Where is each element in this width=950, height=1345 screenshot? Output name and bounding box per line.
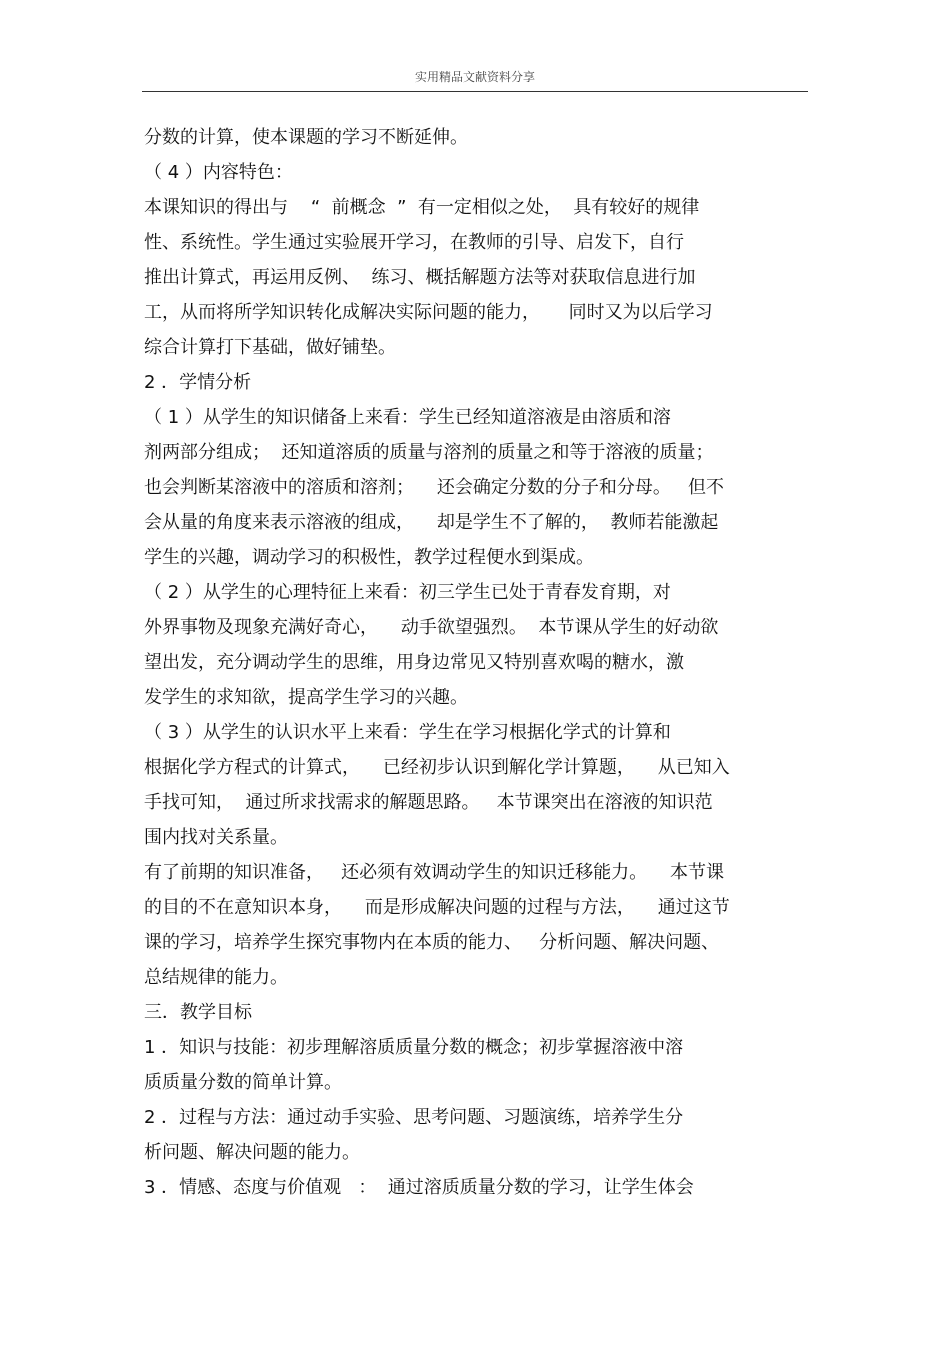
text-line: 综合计算打下基础，做好铺垫。 (144, 337, 396, 358)
text-line: 析问题、解决问题的能力。 (144, 1142, 360, 1163)
text-line: 围内找对关系量。 (144, 827, 288, 848)
text-line: 望出发，充分调动学生的思维，用身边常见又特别喜欢喝的糖水，激 (144, 652, 684, 673)
text-line: 学生的兴趣，调动学习的积极性，教学过程便水到渠成。 (144, 547, 594, 568)
text-line: 3 ．情感、态度与价值观 ： 通过溶质质量分数的学习，让学生体会 (144, 1177, 694, 1198)
text-line: 外界事物及现象充满好奇心， 动手欲望强烈。 本节课从学生的好动欲 (144, 617, 719, 638)
text-line: 推出计算式，再运用反例、 练习、概括解题方法等对获取信息进行加 (144, 267, 696, 288)
text-line: 工，从而将所学知识转化成解决实际问题的能力， 同时又为以后学习 (144, 302, 713, 323)
text-line: （ 4 ）内容特色： (144, 162, 293, 183)
text-line: 质质量分数的简单计算。 (144, 1072, 342, 1093)
text-line: 手找可知， 通过所求找需求的解题思路。 本节课突出在溶液的知识范 (144, 792, 713, 813)
text-line: 的目的不在意知识本身， 而是形成解决问题的过程与方法， 通过这节 (144, 897, 730, 918)
text-line: 有了前期的知识准备， 还必须有效调动学生的知识迁移能力。 本节课 (144, 862, 725, 883)
text-line: 2 ．过程与方法：通过动手实验、思考问题、习题演练，培养学生分 (144, 1107, 684, 1128)
text-line: 会从量的角度来表示溶液的组成， 却是学生不了解的， 教师若能激起 (144, 512, 719, 533)
text-line: 也会判断某溶液中的溶质和溶剂； 还会确定分数的分子和分母。 但不 (144, 477, 725, 498)
document-body (144, 120, 814, 1205)
header-divider (142, 91, 808, 92)
text-line: 分数的计算，使本课题的学习不断延伸。 (144, 127, 468, 148)
text-line: （ 2 ）从学生的心理特征上来看：初三学生已处于青春发育期，对 (144, 582, 671, 603)
text-line: 1 ．知识与技能：初步理解溶质质量分数的概念；初步掌握溶液中溶 (144, 1037, 684, 1058)
text-line: 发学生的求知欲，提高学生学习的兴趣。 (144, 687, 468, 708)
section-heading: 三．教学目标 (144, 1002, 252, 1023)
text-line: 根据化学方程式的计算式， 已经初步认识到解化学计算题， 从已知入 (144, 757, 730, 778)
text-line: （ 3 ）从学生的认识水平上来看：学生在学习根据化学式的计算和 (144, 722, 671, 743)
section-heading: 2 ．学情分析 (144, 372, 252, 393)
text-line: （ 1 ）从学生的知识储备上来看：学生已经知道溶液是由溶质和溶 (144, 407, 671, 428)
text-line: 总结规律的能力。 (144, 967, 288, 988)
page-header: 实用精品文献资料分享 (414, 70, 535, 84)
text-line: 本课知识的得出与 “ 前概念 ” 有一定相似之处， 具有较好的规律 (144, 197, 700, 218)
text-line: 剂两部分组成； 还知道溶质的质量与溶剂的质量之和等于溶液的质量； (144, 442, 714, 463)
text-line: 性、系统性。学生通过实验展开学习，在教师的引导、启发下，自行 (144, 232, 684, 253)
text-line: 课的学习，培养学生探究事物内在本质的能力、 分析问题、解决问题、 (144, 932, 720, 953)
